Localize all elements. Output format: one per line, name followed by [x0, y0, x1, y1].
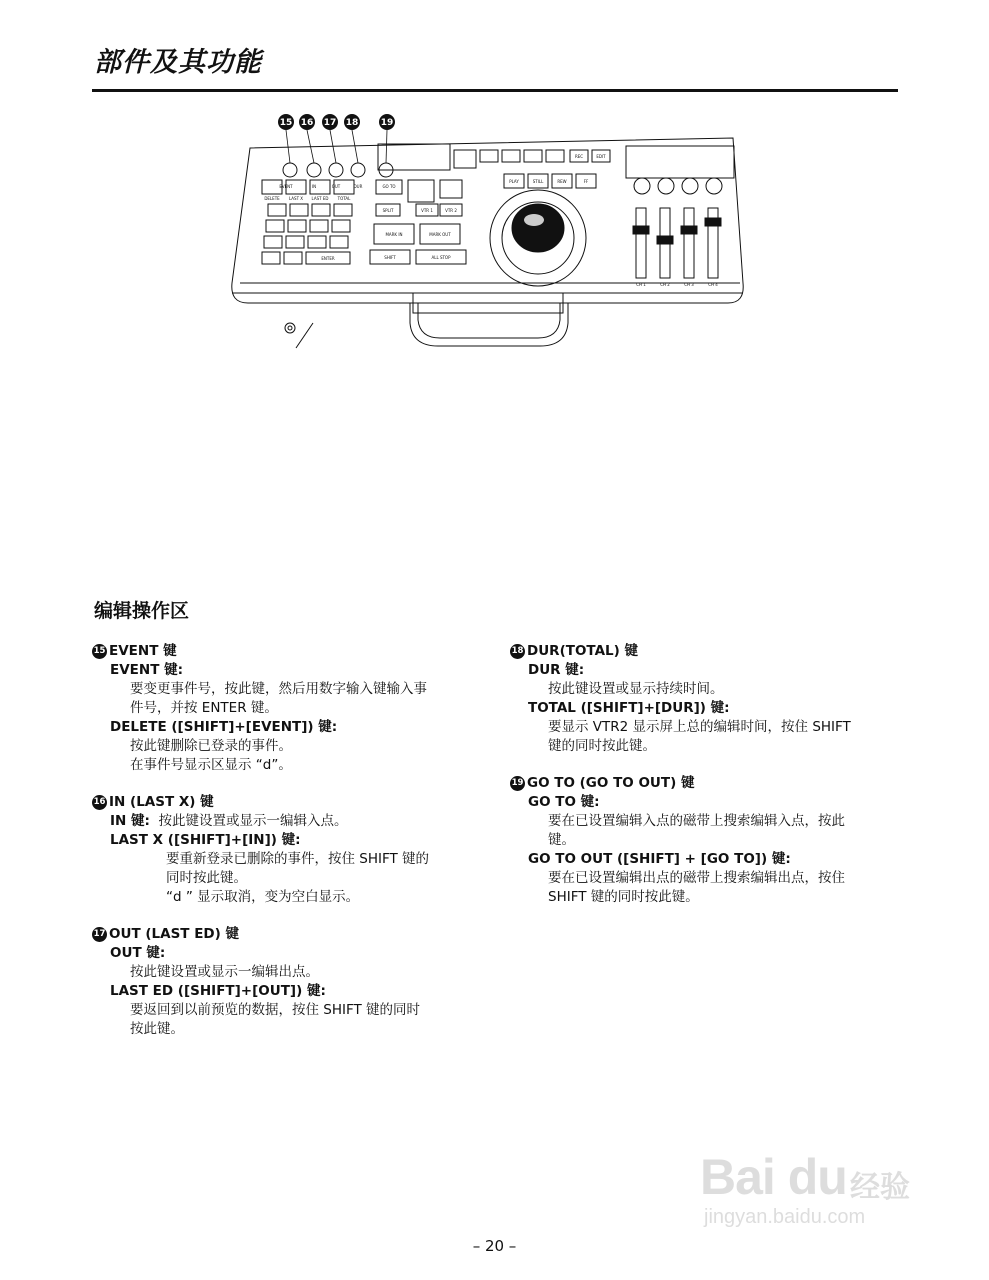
desc-line: “d ” 显示取消，变为空白显示。: [166, 889, 360, 905]
baidu-watermark: [700, 1130, 940, 1240]
key-still: STILL: [532, 179, 544, 184]
desc-line: 按此键设置或显示持续时间。: [548, 681, 724, 697]
item-in-key: [92, 793, 492, 907]
key-last-x: LAST X: [288, 196, 304, 201]
key-split: SPLIT: [382, 208, 394, 213]
desc-line: 同时按此键。: [166, 870, 247, 886]
item-number: 17: [92, 927, 107, 942]
sub-label: EVENT 键:: [110, 662, 183, 678]
desc-line: 按此键。: [130, 1021, 184, 1037]
editing-controller-diagram: [228, 108, 748, 358]
desc-line: 按此键设置或显示一编辑出点。: [130, 964, 319, 980]
left-column: [92, 642, 492, 1057]
item-goto-key: [510, 774, 905, 907]
label-ch3: CH 3: [684, 282, 694, 287]
watermark-brand: Bai du: [700, 1149, 847, 1205]
key-last-ed: LAST ED: [311, 196, 329, 201]
label-ch4: CH 4: [708, 282, 718, 287]
key-enter: ENTER: [321, 256, 335, 261]
section-title: 编辑操作区: [94, 600, 190, 622]
item-heading: OUT (LAST ED) 键: [109, 926, 239, 942]
item-number: 15: [92, 644, 107, 659]
desc-line: 在事件号显示区显示 “d”。: [130, 757, 292, 773]
callout-18: 18: [345, 118, 359, 128]
sub-label: LAST X ([SHIFT]+[IN]) 键:: [110, 832, 301, 848]
desc-line: SHIFT 键的同时按此键。: [548, 889, 699, 905]
item-out-key: [92, 925, 492, 1039]
key-play: PLAY: [509, 179, 519, 184]
sub-label: DELETE ([SHIFT]+[EVENT]) 键:: [110, 719, 338, 735]
desc-line: 要显示 VTR2 显示屏上总的编辑时间，按住 SHIFT: [548, 719, 851, 735]
desc-line: 件号，并按 ENTER 键。: [130, 700, 278, 716]
key-delete: DELETE: [264, 196, 280, 201]
page-title: 部件及其功能: [94, 47, 262, 78]
sub-label: IN 键:: [110, 813, 150, 829]
desc-line: 要在已设置编辑出点的磁带上搜索编辑出点，按住: [548, 870, 845, 886]
label-ch1: CH 1: [636, 282, 646, 287]
key-vtr1: VTR 1: [421, 208, 433, 213]
sub-label: DUR 键:: [528, 662, 585, 678]
sub-label: OUT 键:: [110, 945, 166, 961]
key-goto: GO TO: [382, 184, 396, 189]
page-number: – 20 –: [472, 1237, 517, 1255]
desc-line: 按此键设置或显示一编辑入点。: [158, 813, 348, 829]
key-mark-in: MARK IN: [385, 232, 403, 237]
callout-19: 19: [380, 118, 394, 128]
title-rule: [92, 89, 898, 92]
sub-label: GO TO OUT ([SHIFT] + [GO TO]) 键:: [528, 851, 791, 867]
sub-label: TOTAL ([SHIFT]+[DUR]) 键:: [528, 700, 730, 716]
key-rec: REC: [574, 154, 584, 159]
key-mark-out: MARK OUT: [429, 232, 451, 237]
item-number: 16: [92, 795, 107, 810]
key-all-stop: ALL STOP: [431, 255, 451, 260]
item-heading: GO TO (GO TO OUT) 键: [527, 775, 695, 791]
key-in: IN: [311, 184, 317, 189]
callout-16: 16: [300, 118, 314, 128]
desc-line: 要返回到以前预览的数据，按住 SHIFT 键的同时: [130, 1002, 421, 1018]
item-event-key: [92, 642, 492, 775]
desc-line: 要重新登录已删除的事件，按住 SHIFT 键的: [166, 851, 430, 867]
callout-17: 17: [323, 118, 337, 128]
key-total: TOTAL: [337, 196, 351, 201]
right-column: [510, 642, 905, 925]
item-heading: EVENT 键: [109, 643, 177, 659]
key-rew: REW: [557, 179, 567, 184]
sub-label: GO TO 键:: [528, 794, 600, 810]
key-out: OUT: [331, 184, 341, 189]
key-vtr2: VTR 2: [445, 208, 457, 213]
item-heading: DUR(TOTAL) 键: [527, 643, 638, 659]
desc-line: 按此键删除已登录的事件。: [130, 738, 292, 754]
item-number: 19: [510, 776, 525, 791]
label-ch2: CH 2: [660, 282, 670, 287]
desc-line: 要在已设置编辑入点的磁带上搜索编辑入点，按此: [548, 813, 845, 829]
key-dur: DUR: [353, 184, 363, 189]
key-shift: SHIFT: [384, 255, 396, 260]
sub-label: LAST ED ([SHIFT]+[OUT]) 键:: [110, 983, 326, 999]
watermark-cn: 经验: [850, 1170, 910, 1205]
watermark-url: jingyan.baidu.com: [704, 1206, 866, 1228]
key-ff: FF: [583, 179, 589, 184]
key-edit: EDIT: [596, 154, 606, 159]
key-event: EVENT: [279, 184, 293, 189]
item-dur-key: [510, 642, 905, 756]
desc-line: 键。: [548, 832, 575, 848]
item-number: 18: [510, 644, 525, 659]
callout-15: 15: [279, 118, 293, 128]
item-heading: IN (LAST X) 键: [109, 794, 214, 810]
desc-line: 要变更事件号，按此键，然后用数字输入键输入事: [130, 681, 427, 697]
desc-line: 键的同时按此键。: [548, 738, 656, 754]
